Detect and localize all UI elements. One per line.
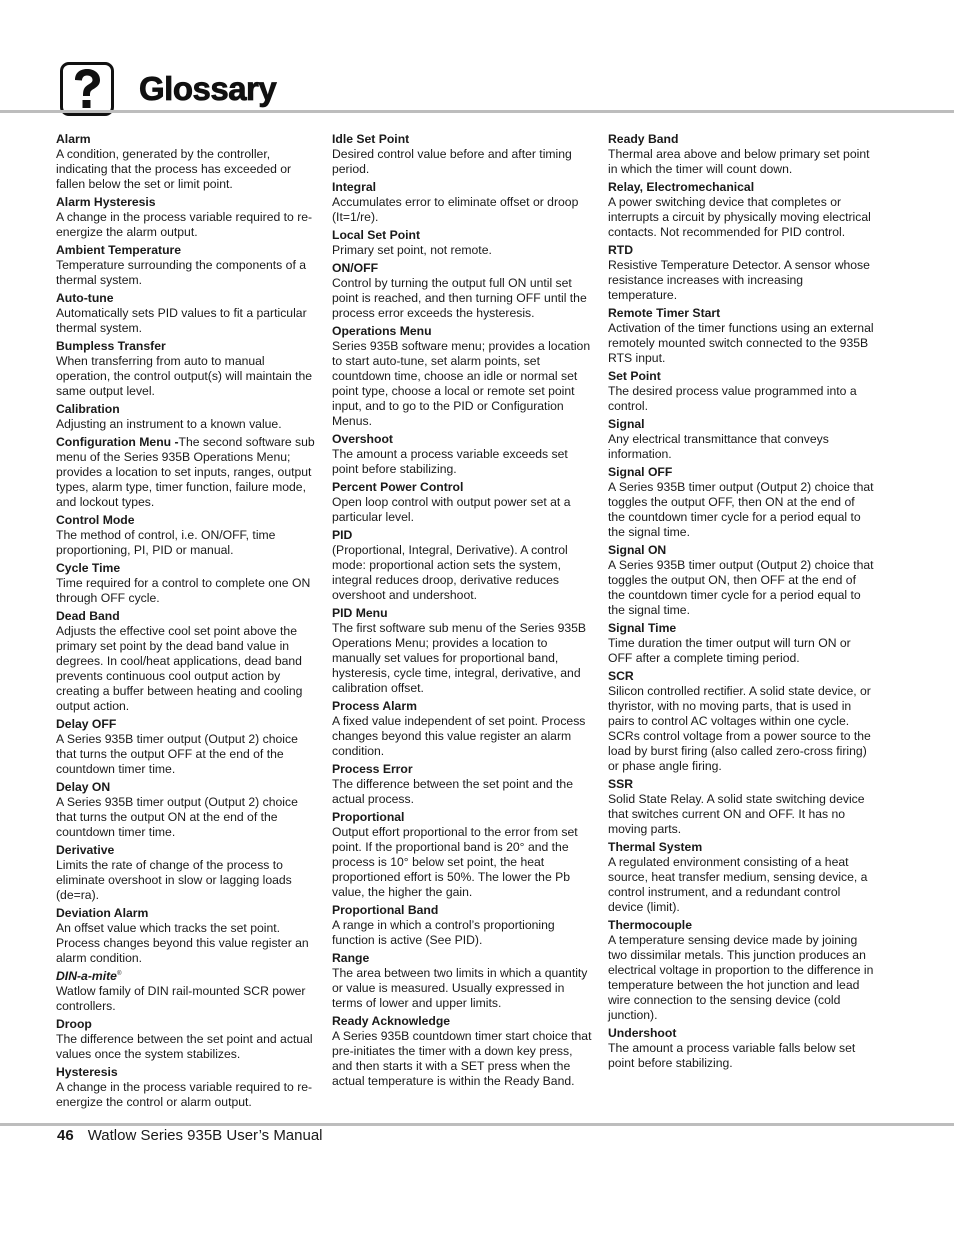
glossary-term-text: SCR: [608, 669, 634, 683]
glossary-term: [332, 228, 592, 243]
glossary-term: [608, 777, 874, 792]
glossary-term-text: Signal ON: [608, 543, 667, 557]
glossary-column-2: [332, 132, 592, 1092]
glossary-entry: [608, 621, 874, 666]
glossary-term: [56, 339, 318, 354]
glossary-term-text: Alarm: [56, 132, 91, 146]
glossary-entry: [608, 132, 874, 177]
glossary-entry: [332, 606, 592, 696]
glossary-term: [56, 843, 318, 858]
glossary-definition: A fixed value independent of set point. Process changes beyond this value register an alarm condition.: [332, 714, 586, 758]
glossary-definition: (Proportional, Integral, Derivative). A control mode: proportional action sets the system, integral reduces droop, derivative reduces overshoot and undershoot.: [332, 543, 568, 602]
glossary-column-1: [56, 132, 318, 1113]
glossary-definition: A change in the process variable required to re-energize the alarm output.: [56, 210, 313, 239]
glossary-definition: Solid State Relay. A solid state switching device that switches current ON and OFF. It has no moving parts.: [608, 792, 865, 836]
glossary-term-text: DIN-a-mite: [56, 969, 117, 983]
glossary-term-text: Undershoot: [608, 1026, 677, 1040]
glossary-entry: [56, 513, 318, 558]
glossary-definition: A Series 935B timer output (Output 2) choice that turns the output OFF at the end of the countdown timer time.: [56, 732, 298, 776]
glossary-entry: [56, 609, 318, 714]
glossary-term-text: Calibration: [56, 402, 120, 416]
glossary-term: [608, 306, 874, 321]
glossary-definition: Accumulates error to eliminate offset or droop (It=1/re).: [332, 195, 579, 224]
glossary-definition: A temperature sensing device made by joining two dissimilar metals. This junction produces an electrical voltage in proportion to the difference in temperature between the hot junction and lead wire connection to the sensing device (cold junction).: [608, 933, 874, 1022]
glossary-term-text: Local Set Point: [332, 228, 421, 242]
glossary-entry: [56, 561, 318, 606]
glossary-entry: [332, 432, 592, 477]
glossary-term: [608, 243, 874, 258]
glossary-entry: [332, 132, 592, 177]
glossary-term-text: Alarm Hysteresis: [56, 195, 156, 209]
glossary-term: [56, 717, 318, 732]
registered-mark: ®: [116, 971, 122, 977]
page-number: 46: [57, 1127, 74, 1144]
glossary-term: [332, 951, 592, 966]
glossary-term: [332, 132, 592, 147]
glossary-term: [56, 780, 318, 795]
glossary-entry: [608, 465, 874, 540]
glossary-definition: The amount a process variable falls below set point before stabilizing.: [608, 1041, 856, 1070]
glossary-entry: [608, 180, 874, 240]
glossary-term: [608, 840, 874, 855]
glossary-entry: [608, 543, 874, 618]
glossary-definition: An offset value which tracks the set point. Process changes beyond this value register an alarm condition.: [56, 921, 309, 965]
glossary-term-text: Proportional Band: [332, 903, 439, 917]
glossary-term-text: Proportional: [332, 810, 405, 824]
glossary-term: [332, 903, 592, 918]
glossary-term: [332, 762, 592, 777]
glossary-definition: Limits the rate of change of the process to eliminate overshoot in slow or lagging loads (de=ra).: [56, 858, 292, 902]
glossary-term-text: Cycle Time: [56, 561, 121, 575]
glossary-term: [608, 369, 874, 384]
glossary-term: [608, 132, 874, 147]
glossary-entry: [56, 339, 318, 399]
glossary-term-text: Process Error: [332, 762, 413, 776]
glossary-term-text: Ready Acknowledge: [332, 1014, 451, 1028]
glossary-definition: Adjusting an instrument to a known value.: [56, 417, 282, 431]
glossary-term-text: Overshoot: [332, 432, 393, 446]
glossary-term-text: Deviation Alarm: [56, 906, 149, 920]
glossary-definition: A Series 935B timer output (Output 2) choice that toggles the output OFF, then ON at the end of the countdown timer cycle for a period equal to the signal time.: [608, 480, 874, 539]
glossary-term: [56, 243, 318, 258]
glossary-definition: A power switching device that completes or interrupts a circuit by physically moving electrical contacts. Not recommended for PID control.: [608, 195, 871, 239]
glossary-term: [56, 969, 318, 984]
glossary-term-text: Operations Menu: [332, 324, 432, 338]
glossary-entry: [608, 918, 874, 1023]
glossary-entry: [608, 306, 874, 366]
glossary-entry: [56, 1017, 318, 1062]
glossary-definition: The desired process value programmed into a control.: [608, 384, 857, 413]
glossary-term-text: Integral: [332, 180, 377, 194]
glossary-entry: [56, 243, 318, 288]
glossary-term: [332, 1014, 592, 1029]
glossary-term: [332, 324, 592, 339]
glossary-term: [332, 606, 592, 621]
glossary-entry: [56, 132, 318, 192]
glossary-entry: [332, 180, 592, 225]
glossary-entry: [332, 228, 592, 258]
footer-divider: [0, 1123, 954, 1126]
glossary-term-text: Remote Timer Start: [608, 306, 721, 320]
glossary-term-text: Ready Band: [608, 132, 679, 146]
glossary-term-text: Range: [332, 951, 370, 965]
glossary-term-text: RTD: [608, 243, 634, 257]
glossary-term: [56, 513, 318, 528]
glossary-term-text: Delay OFF: [56, 717, 117, 731]
glossary-column-3: [608, 132, 874, 1074]
glossary-definition: Desired control value before and after timing period.: [332, 147, 572, 176]
glossary-definition: The difference between the set point and actual values once the system stabilizes.: [56, 1032, 313, 1061]
glossary-term: [332, 432, 592, 447]
glossary-definition: A regulated environment consisting of a heat source, heat transfer medium, sensing device, a control instrument, and a redundant control device (limit).: [608, 855, 868, 914]
glossary-term-text: Process Alarm: [332, 699, 417, 713]
glossary-definition: Output effort proportional to the error from set point. If the proportional band is 20° and the process is 10° below set point, the heat proportioned effort is 50%. The lower the Pb value, the higher the gain.: [332, 825, 578, 899]
glossary-term-text: Thermal System: [608, 840, 703, 854]
glossary-entry: [56, 717, 318, 777]
glossary-entry: [608, 777, 874, 837]
glossary-term-text: Percent Power Control: [332, 480, 464, 494]
glossary-term: [56, 402, 318, 417]
glossary-entry: [608, 369, 874, 414]
glossary-term-text: ON/OFF: [332, 261, 379, 275]
glossary-definition: Activation of the timer functions using an external remotely mounted switch connected to the 935B RTS input.: [608, 321, 874, 365]
glossary-definition: Primary set point, not remote.: [332, 243, 492, 257]
glossary-definition: Watlow family of DIN rail-mounted SCR power controllers.: [56, 984, 306, 1013]
glossary-term-text: SSR: [608, 777, 634, 791]
glossary-definition: Thermal area above and below primary set point in which the timer will count down.: [608, 147, 870, 176]
manual-title: Watlow Series 935B User’s Manual: [87, 1127, 323, 1144]
glossary-entry: [608, 840, 874, 915]
glossary-term: [56, 561, 318, 576]
glossary-term: [608, 621, 874, 636]
glossary-entry: [332, 528, 592, 603]
glossary-entry: [56, 843, 318, 903]
glossary-entry: [56, 969, 318, 1014]
glossary-term: [608, 417, 874, 432]
glossary-term-text: Relay, Electromechanical: [608, 180, 755, 194]
glossary-term: [56, 1065, 318, 1080]
glossary-definition: Temperature surrounding the components of a thermal system.: [56, 258, 306, 287]
glossary-definition: A Series 935B timer output (Output 2) choice that toggles the output ON, then OFF at the end of the countdown timer cycle for a period equal to the signal time.: [608, 558, 874, 617]
glossary-term-text: Signal Time: [608, 621, 677, 635]
glossary-definition: [56, 435, 318, 510]
glossary-definition: Control by turning the output full ON until set point is reached, and then turning OFF until the process error exceeds the hysteresis.: [332, 276, 587, 320]
glossary-entry: [608, 1026, 874, 1071]
glossary-term: [56, 291, 318, 306]
glossary-term: [332, 261, 592, 276]
page-title: Glossary: [139, 70, 277, 107]
glossary-term-text: Derivative: [56, 843, 115, 857]
glossary-term: [56, 609, 318, 624]
glossary-term: Configuration Menu -: [56, 435, 179, 449]
glossary-definition: The amount a process variable exceeds set point before stabilizing.: [332, 447, 568, 476]
glossary-entry: [332, 810, 592, 900]
glossary-entry: [56, 906, 318, 966]
glossary-entry: [608, 669, 874, 774]
page-header: [0, 56, 954, 116]
glossary-term-text: PID Menu: [332, 606, 388, 620]
glossary-term-text: Bumpless Transfer: [56, 339, 166, 353]
question-mark-icon: [60, 62, 114, 116]
glossary-term-text: Control Mode: [56, 513, 135, 527]
glossary-term: [608, 543, 874, 558]
glossary-definition: Resistive Temperature Detector. A sensor whose resistance increases with increasing temperature.: [608, 258, 870, 302]
glossary-entry: [56, 1065, 318, 1110]
glossary-term: [56, 195, 318, 210]
page-footer: [57, 1127, 323, 1144]
glossary-term-text: Ambient Temperature: [56, 243, 182, 257]
glossary-definition: Time duration the timer output will turn ON or OFF after a complete timing period.: [608, 636, 851, 665]
glossary-definition: Time required for a control to complete one ON through OFF cycle.: [56, 576, 311, 605]
glossary-definition: A Series 935B timer output (Output 2) choice that turns the output ON at the end of the countdown timer time.: [56, 795, 298, 839]
glossary-entry: [332, 903, 592, 948]
glossary-entry: [56, 195, 318, 240]
glossary-term-text: Signal OFF: [608, 465, 673, 479]
glossary-entry: [332, 699, 592, 759]
glossary-definition: The difference between the set point and the actual process.: [332, 777, 573, 806]
glossary-term-text: Delay ON: [56, 780, 111, 794]
glossary-entry: [332, 261, 592, 321]
glossary-term-text: Set Point: [608, 369, 661, 383]
glossary-entry: [608, 243, 874, 303]
glossary-term: [608, 918, 874, 933]
glossary-definition: A change in the process variable required to re-energize the control or alarm output.: [56, 1080, 313, 1109]
glossary-term: [56, 132, 318, 147]
glossary-definition: Open loop control with output power set at a particular level.: [332, 495, 571, 524]
glossary-term: [332, 180, 592, 195]
glossary-definition: When transferring from auto to manual operation, the control output(s) will maintain the same output level.: [56, 354, 313, 398]
glossary-definition: Silicon controlled rectifier. A solid state device, or thyristor, with no moving parts, that is used in pairs to control AC voltages within one cycle. SCRs control voltage from a power source to the load by burst firing (also called zero-cross firing) or phase angle firing.: [608, 684, 871, 773]
glossary-term-text: Thermocouple: [608, 918, 692, 932]
header-divider: [0, 110, 954, 113]
glossary-entry: [56, 780, 318, 840]
glossary-term: [332, 699, 592, 714]
glossary-term: [608, 1026, 874, 1041]
glossary-term: [608, 180, 874, 195]
glossary-term-text: Hysteresis: [56, 1065, 118, 1079]
glossary-definition: Any electrical transmittance that conveys information.: [608, 432, 829, 461]
glossary-term: [332, 810, 592, 825]
glossary-term-text: Idle Set Point: [332, 132, 410, 146]
glossary-term: [332, 528, 592, 543]
glossary-entry: [332, 480, 592, 525]
glossary-definition: The area between two limits in which a quantity or value is measured. Usually expressed in terms of lower and upper limits.: [332, 966, 588, 1010]
glossary-entry: [56, 402, 318, 432]
glossary-term-text: Droop: [56, 1017, 92, 1031]
glossary-entry: [56, 291, 318, 336]
glossary-definition: Adjusts the effective cool set point above the primary set point by the dead band value in degrees. In cool/heat applications, dead band prevents continuous cool output action by creating a buffer between heating and cooling output action.: [56, 624, 303, 713]
glossary-definition: Series 935B software menu; provides a location to start auto-tune, set alarm points, set countdown time, choose an idle or normal set point type, choose a local or remote set point input, and to go to the PID or Configuration Menus.: [332, 339, 591, 428]
glossary-entry: [332, 951, 592, 1011]
glossary-term-text: Auto-tune: [56, 291, 114, 305]
glossary-entry: [332, 762, 592, 807]
glossary-definition-text: The second software sub menu of the Series 935B Operations Menu; provides a location to set inputs, ranges, output types, alarm type, timer function, failure mode, and lockout types.: [56, 435, 315, 509]
glossary-definition: A condition, generated by the controller, indicating that the process has exceeded or fallen below the set or limit point.: [56, 147, 292, 191]
glossary-definition: The first software sub menu of the Series 935B Operations Menu; provides a location to manually set values for proportional band, hysteresis, cycle time, integral, derivative, and calibration offset.: [332, 621, 587, 695]
glossary-term-text: Signal: [608, 417, 645, 431]
glossary-term: [608, 669, 874, 684]
glossary-definition: A Series 935B countdown timer start choice that pre-initiates the timer with a down key press, and then starts it with a SET press when the actual temperature is within the Ready Band.: [332, 1029, 592, 1088]
glossary-term-text: Dead Band: [56, 609, 120, 623]
glossary-entry: [56, 435, 318, 510]
glossary-entry: [332, 324, 592, 429]
glossary-definition: A range in which a control’s proportioning function is active (See PID).: [332, 918, 555, 947]
glossary-term: [608, 465, 874, 480]
glossary-term: [332, 480, 592, 495]
glossary-definition: Automatically sets PID values to fit a particular thermal system.: [56, 306, 307, 335]
glossary-term: [56, 1017, 318, 1032]
glossary-term-text: PID: [332, 528, 353, 542]
glossary-entry: [608, 417, 874, 462]
glossary-term: [56, 906, 318, 921]
glossary-entry: [332, 1014, 592, 1089]
glossary-definition: The method of control, i.e. ON/OFF, time proportioning, PI, PID or manual.: [56, 528, 276, 557]
